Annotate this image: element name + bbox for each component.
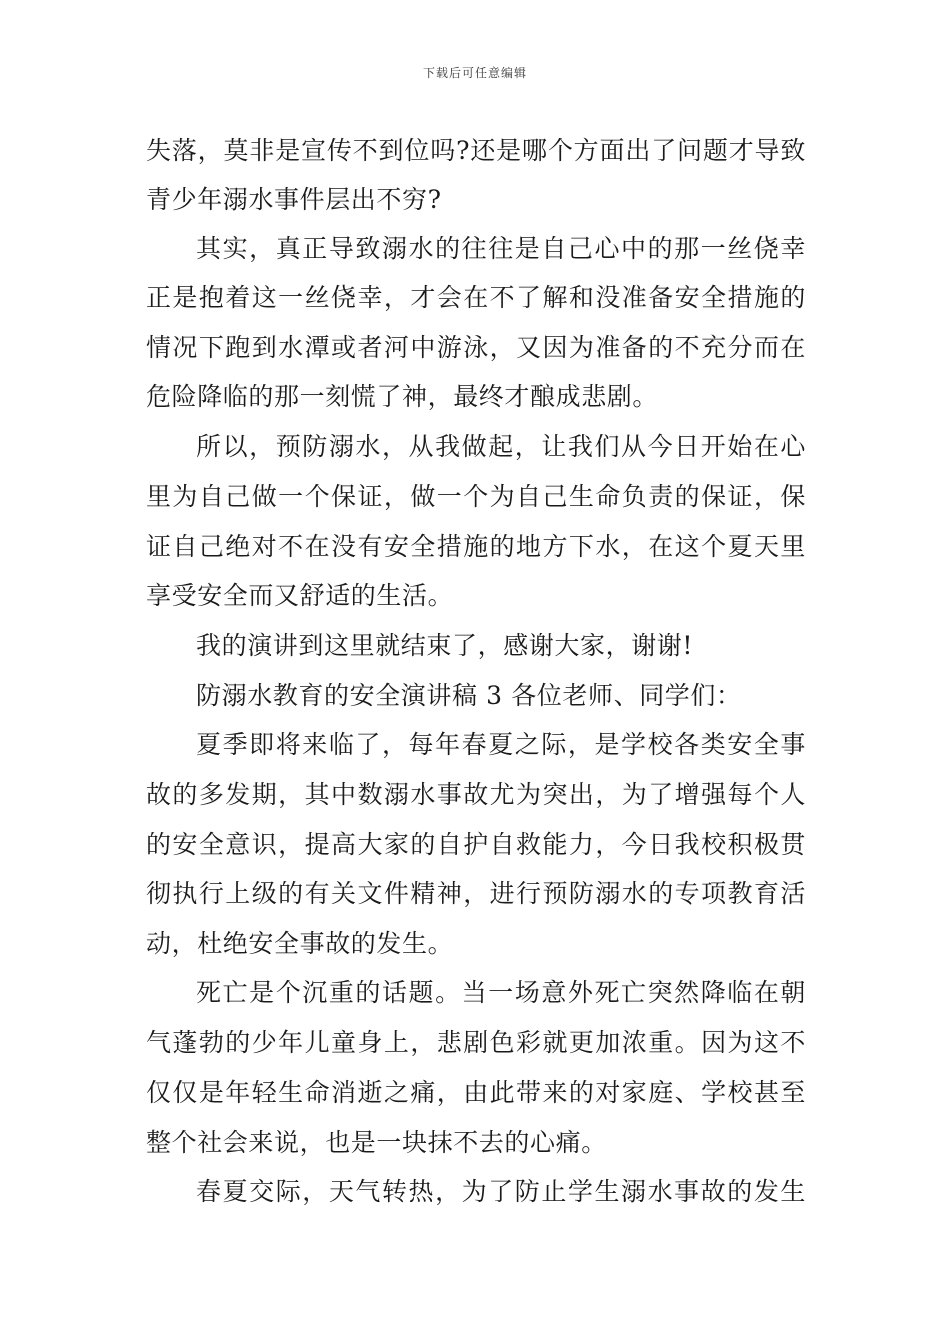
text-line: 青少年溺水事件层出不穷?	[146, 185, 442, 214]
text-line: 动，杜绝安全事故的发生。	[146, 929, 454, 958]
text-line: 失落，莫非是宣传不到位吗?还是哪个方面出了问题才导致	[146, 136, 806, 165]
text-line: 我的演讲到这里就结束了，感谢大家，谢谢!	[196, 631, 694, 660]
text-line: 正是抱着这一丝侥幸，才会在不了解和没准备安全措施的	[146, 283, 806, 312]
text-line: 气蓬勃的少年儿童身上，悲剧色彩就更加浓重。因为这不	[146, 1028, 806, 1057]
text-line: 里为自己做一个保证，做一个为自己生命负责的保证，保	[146, 482, 806, 511]
text-line: 危险降临的那一刻慌了神，最终才酿成悲剧。	[146, 382, 659, 411]
text-line: 享受安全而又舒适的生活。	[146, 581, 454, 610]
text-line: 证自己绝对不在没有安全措施的地方下水，在这个夏天里	[146, 532, 806, 561]
text-line: 夏季即将来临了，每年春夏之际，是学校各类安全事	[196, 730, 806, 759]
text-line: 仅仅是年轻生命消逝之痛，由此带来的对家庭、学校甚至	[146, 1078, 806, 1107]
text-line: 所以，预防溺水，从我做起，让我们从今日开始在心	[196, 432, 806, 461]
page-header: 下载后可任意编辑	[422, 66, 527, 80]
text-line: 死亡是个沉重的话题。当一场意外死亡突然降临在朝	[196, 978, 806, 1007]
text-line: 情况下跑到水潭或者河中游泳，又因为准备的不充分而在	[146, 333, 806, 362]
text-line: 其实，真正导致溺水的往往是自己心中的那一丝侥幸	[196, 234, 806, 263]
text-line: 整个社会来说，也是一块抹不去的心痛。	[146, 1128, 607, 1157]
text-line: 春夏交际，天气转热，为了防止学生溺水事故的发生	[196, 1177, 806, 1206]
text-line: 防溺水教育的安全演讲稿 3 各位老师、同学们：	[196, 681, 742, 710]
text-line: 的安全意识，提高大家的自护自救能力，今日我校积极贯	[146, 830, 806, 859]
text-line: 彻执行上级的有关文件精神，进行预防溺水的专项教育活	[146, 879, 806, 908]
text-line: 故的多发期，其中数溺水事故尤为突出，为了增强每个人	[146, 780, 806, 809]
